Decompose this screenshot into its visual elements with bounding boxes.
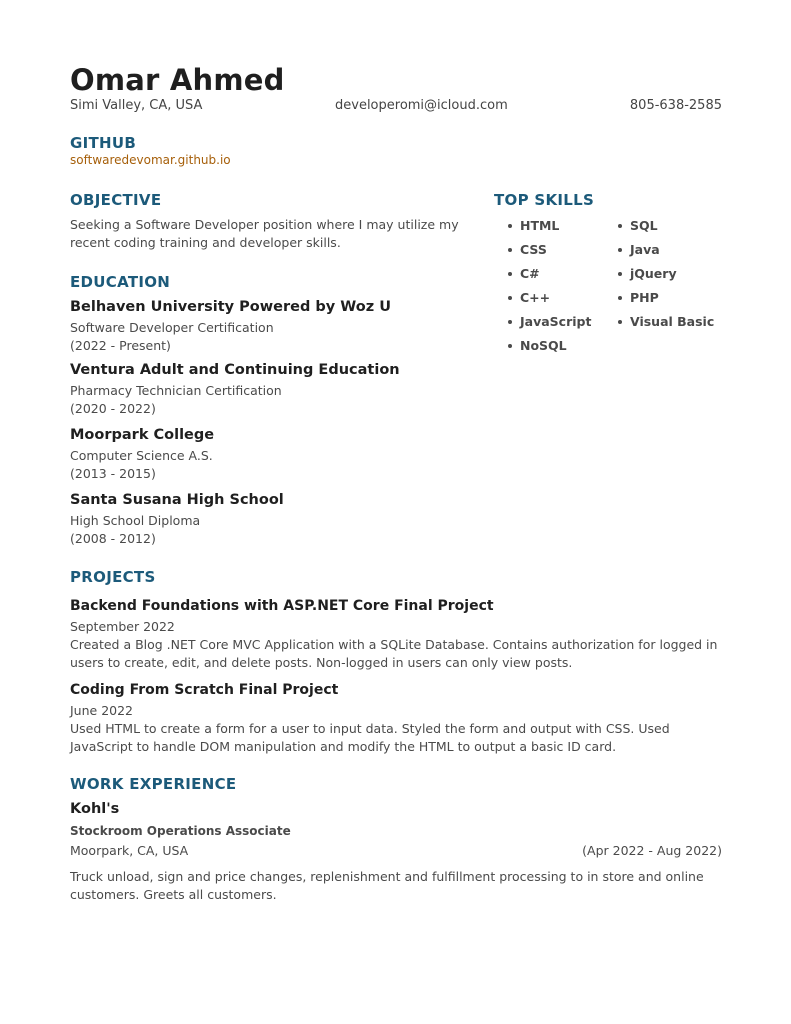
education-school: Santa Susana High School [70, 492, 284, 508]
work-dates: (Apr 2022 - Aug 2022) [582, 843, 722, 858]
education-school: Belhaven University Powered by Woz U [70, 299, 391, 315]
skill-item: CSS [508, 242, 547, 257]
contact-line [70, 98, 722, 116]
skill-item: SQL [618, 218, 658, 233]
work-role: Stockroom Operations Associate [70, 824, 291, 838]
education-dates: (2020 - 2022) [70, 401, 156, 416]
project-title: Backend Foundations with ASP.NET Core Final Project [70, 598, 494, 614]
skill-item: C# [508, 266, 540, 281]
contact-email[interactable]: developeromi@icloud.com [335, 98, 508, 113]
candidate-name: Omar Ahmed [70, 63, 285, 97]
education-dates: (2008 - 2012) [70, 531, 156, 546]
skills-heading: TOP SKILLS [494, 191, 595, 209]
education-school: Moorpark College [70, 427, 215, 443]
work-company: Kohl's [70, 801, 120, 817]
skill-item: NoSQL [508, 338, 567, 353]
skill-item: jQuery [618, 266, 677, 281]
contact-location: Simi Valley, CA, USA [70, 98, 203, 113]
project-title: Coding From Scratch Final Project [70, 682, 339, 698]
contact-phone[interactable]: 805-638-2585 [629, 98, 722, 113]
github-heading: GITHUB [70, 134, 137, 152]
skill-item: Visual Basic [618, 314, 714, 329]
education-heading: EDUCATION [70, 273, 171, 291]
projects-heading: PROJECTS [70, 568, 156, 586]
github-link[interactable]: softwaredevomar.github.io [70, 153, 231, 167]
project-date: September 2022 [70, 619, 175, 634]
skill-item: C++ [508, 290, 550, 305]
education-degree: High School Diploma [70, 513, 201, 528]
project-date: June 2022 [70, 703, 134, 718]
education-degree: Software Developer Certification [70, 320, 274, 335]
education-degree: Computer Science A.S. [70, 448, 213, 463]
skill-item: JavaScript [508, 314, 591, 329]
education-school: Ventura Adult and Continuing Education [70, 362, 400, 378]
skills-list [508, 218, 728, 358]
education-dates: (2022 - Present) [70, 338, 171, 353]
education-dates: (2013 - 2015) [70, 466, 156, 481]
objective-text: Seeking a Software Developer position where I may utilize my recent coding training and developer skills. [70, 217, 459, 250]
work-location: Moorpark, CA, USA [70, 843, 189, 858]
project-description: Created a Blog .NET Core MVC Application with a SQLite Database. Contains authorization for logged in users to create, edit, and delete posts. Non-logged in users can only view posts. [70, 637, 718, 670]
work-description: Truck unload, sign and price changes, replenishment and fulfillment processing to in store and online customers. Greets all customers. [70, 869, 704, 902]
project-description: Used HTML to create a form for a user to input data. Styled the form and output with CSS. Used JavaScript to handle DOM manipulation and modify the HTML to output a basic ID card. [70, 721, 670, 754]
skill-item: HTML [508, 218, 559, 233]
skill-item: Java [618, 242, 660, 257]
work-heading: WORK EXPERIENCE [70, 775, 237, 793]
objective-heading: OBJECTIVE [70, 191, 162, 209]
education-degree: Pharmacy Technician Certification [70, 383, 282, 398]
skill-item: PHP [618, 290, 659, 305]
